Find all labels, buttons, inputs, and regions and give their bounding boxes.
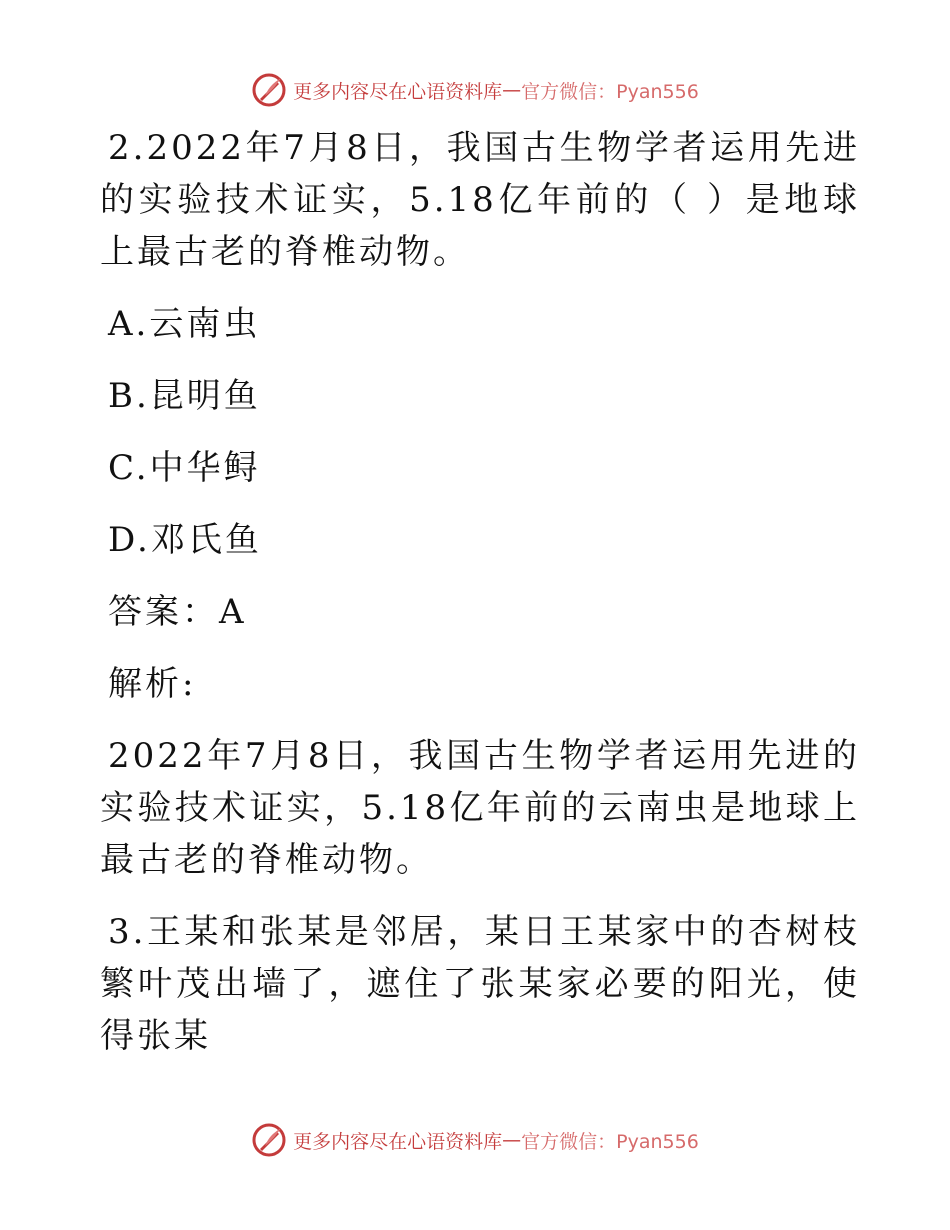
question-3-stem: 3.王某和张某是邻居，某日王某家中的杏树枝繁叶茂出墙了，遮住了张某家必要的阳光，使得张某 <box>100 912 860 1056</box>
question-2-analysis-label: 解析: <box>108 664 197 704</box>
question-2-answer: 答案：A <box>108 592 247 632</box>
question-2-option-b: B.昆明鱼 <box>108 376 261 416</box>
banner-main-text: 更多内容尽在心语资料库 <box>293 1130 503 1153</box>
banner-separator: — <box>502 79 522 101</box>
quill-pen-logo-icon <box>251 72 287 108</box>
question-2-option-a: A.云南虫 <box>108 304 261 344</box>
footer-watermark <box>0 1122 950 1158</box>
question-2-option-c: C.中华鲟 <box>108 448 261 488</box>
banner-main-text: 更多内容尽在心语资料库 <box>293 80 503 103</box>
banner-contact-text: 官方微信：Pyan556 <box>521 1130 699 1153</box>
question-2-analysis-text: 2022年7月8日，我国古生物学者运用先进的实验技术证实，5.18亿年前的云南虫是地球上最古老的脊椎动物。 <box>100 736 860 880</box>
question-2-stem: 2.2022年7月8日，我国古生物学者运用先进的实验技术证实，5.18亿年前的（ ）是地球上最古老的脊椎动物。 <box>100 128 860 272</box>
question-2-option-d: D.邓氏鱼 <box>108 520 262 560</box>
quill-pen-logo-icon <box>251 1122 287 1158</box>
header-watermark <box>0 72 950 108</box>
banner-contact-text: 官方微信：Pyan556 <box>521 80 699 103</box>
banner-separator: — <box>502 1129 522 1151</box>
document-body <box>100 122 860 1082</box>
